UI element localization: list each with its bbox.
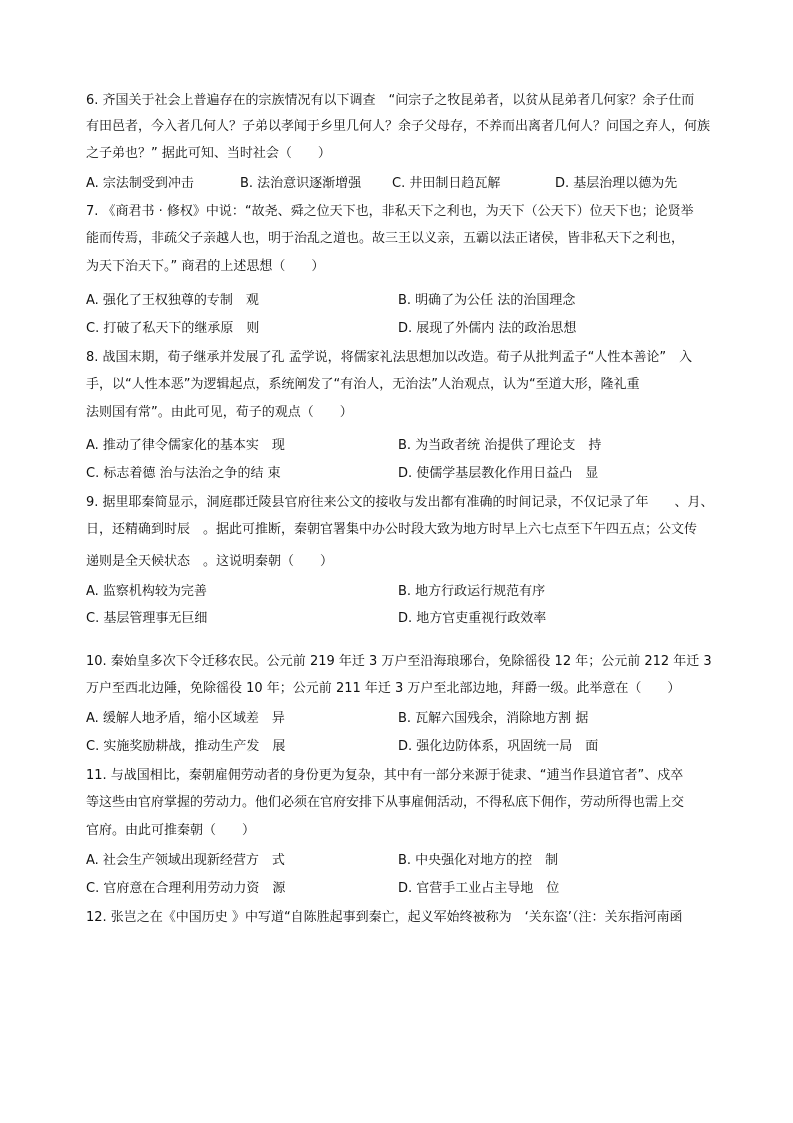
q6-option-d: D. 基层治理以德为先: [555, 176, 678, 191]
q6-option-a: A. 宗法制受到冲击: [86, 176, 194, 191]
q6-stem-line3: 之子弟也？” 据此可知、当时社会（ ）: [86, 146, 331, 161]
q7-stem-line2: 能而传焉，非疏父子亲越人也，明于治乱之道也。故三王以义亲，五霸以法正诸侯，皆非私天下之利也，: [86, 231, 685, 246]
q11-option-c: C. 官府意在合理利用劳动力资 源: [86, 881, 286, 896]
q10-option-a: A. 缓解人地矛盾，缩小区域差 异: [86, 711, 285, 726]
q11-option-b: B. 中央强化对地方的控 制: [398, 853, 559, 868]
q7-option-d: D. 展现了外儒内 法的政治思想: [398, 321, 577, 336]
q8-option-c: C. 标志着德 治与法治之争的结 束: [86, 466, 281, 481]
q6-stem-line1: 6. 齐国关于社会上普遍存在的宗族情况有以下调查 “问宗子之牧昆弟者，以贫从昆弟者几何家？余子仕而: [86, 93, 695, 108]
q9-option-b: B. 地方行政运行规范有序: [398, 584, 546, 599]
q11-stem-line1: 11. 与战国相比，秦朝雇佣劳动者的身份更为复杂，其中有一部分来源于徒隶、“逋当作县道官者”、戍卒: [86, 768, 684, 783]
q9-stem-line3: 递则是全天候状态 。这说明秦朝（ ）: [86, 554, 334, 569]
q7-option-c: C. 打破了私天下的继承原 则: [86, 321, 260, 336]
q8-option-d: D. 使儒学基层教化作用日益凸 显: [398, 466, 599, 481]
q6-option-c: C. 井田制日趋瓦解: [392, 176, 501, 191]
q9-option-a: A. 监察机构较为完善: [86, 584, 207, 599]
q10-option-b: B. 瓦解六国残余，消除地方割 据: [398, 711, 589, 726]
q9-option-d: D. 地方官吏重视行政效率: [398, 611, 547, 626]
q10-stem-line2: 万户至西北边陲，免除徭役 10 年；公元前 211 年迁 3 万户至北部边地，拜爵一级。此举意在（ ）: [86, 681, 681, 696]
q12-stem-line1: 12. 张岂之在《中国历史 》中写道“自陈胜起事到秦亡，起义军始终被称为 ‘关东盗’（注：关东指河南函: [86, 910, 683, 925]
q7-stem-line1: 7. 《商君书 · 修权》中说：“故尧、舜之位天下也，非私天下之利也，为天下（公天下）位天下也；论贤举: [86, 204, 694, 219]
q9-stem-line1: 9. 据里耶秦简显示，洞庭郡迁陵县官府往来公文的接收与发出都有准确的时间记录，不仅记录了年 、月、: [86, 495, 714, 510]
q11-stem-line3: 官府。由此可推秦朝（ ）: [86, 823, 256, 838]
q6-stem-line2: 有田邑者，今入者几何人？子弟以孝闻于乡里几何人？余子父母存，不养而出离者几何人？问国之弃人，何族: [86, 119, 711, 134]
q6-option-b: B. 法治意识逐渐增强: [240, 176, 362, 191]
q7-stem-line3: 为天下治天下。” 商君的上述思想（ ）: [86, 259, 325, 274]
q8-option-a: A. 推动了律令儒家化的基本实 现: [86, 438, 285, 453]
q8-stem-line3: 法则国有常”。由此可见，荀子的观点（ ）: [86, 405, 353, 420]
q11-stem-line2: 等这些由官府掌握的劳动力。他们必须在官府安排下从事雇佣活动，不得私底下佣作，劳动所得也需上交: [86, 795, 685, 810]
q10-option-d: D. 强化边防体系，巩固统一局 面: [398, 739, 599, 754]
q9-stem-line2: 日，还精确到时辰 。据此可推断，秦朝官署集中办公时段大致为地方时早上六七点至下午四五点；公文传: [86, 522, 698, 537]
q10-stem-line1: 10. 秦始皇多次下令迁移农民。公元前 219 年迁 3 万户至沿海琅琊台，免除徭役 12 年；公元前 212 年迁 3: [86, 654, 712, 669]
q8-stem-line2: 手，以“人性本恶”为逻辑起点，系统阐发了“有治人，无治法”人治观点，认为“至道大形，隆礼重: [86, 377, 640, 392]
q8-stem-line1: 8. 战国末期，荀子继承并发展了孔 孟学说，将儒家礼法思想加以改造。荀子从批判孟子“人性本善论” 入: [86, 350, 693, 365]
q10-option-c: C. 实施奖励耕战，推动生产发 展: [86, 739, 286, 754]
q7-option-b: B. 明确了为公任 法的治国理念: [398, 293, 576, 308]
q7-option-a: A. 强化了王权独尊的专制 观: [86, 293, 259, 308]
q9-option-c: C. 基层管理事无巨细: [86, 611, 208, 626]
q11-option-d: D. 官营手工业占主导地 位: [398, 881, 560, 896]
q11-option-a: A. 社会生产领域出现新经营方 式: [86, 853, 285, 868]
q8-option-b: B. 为当政者统 治提供了理论支 持: [398, 438, 602, 453]
